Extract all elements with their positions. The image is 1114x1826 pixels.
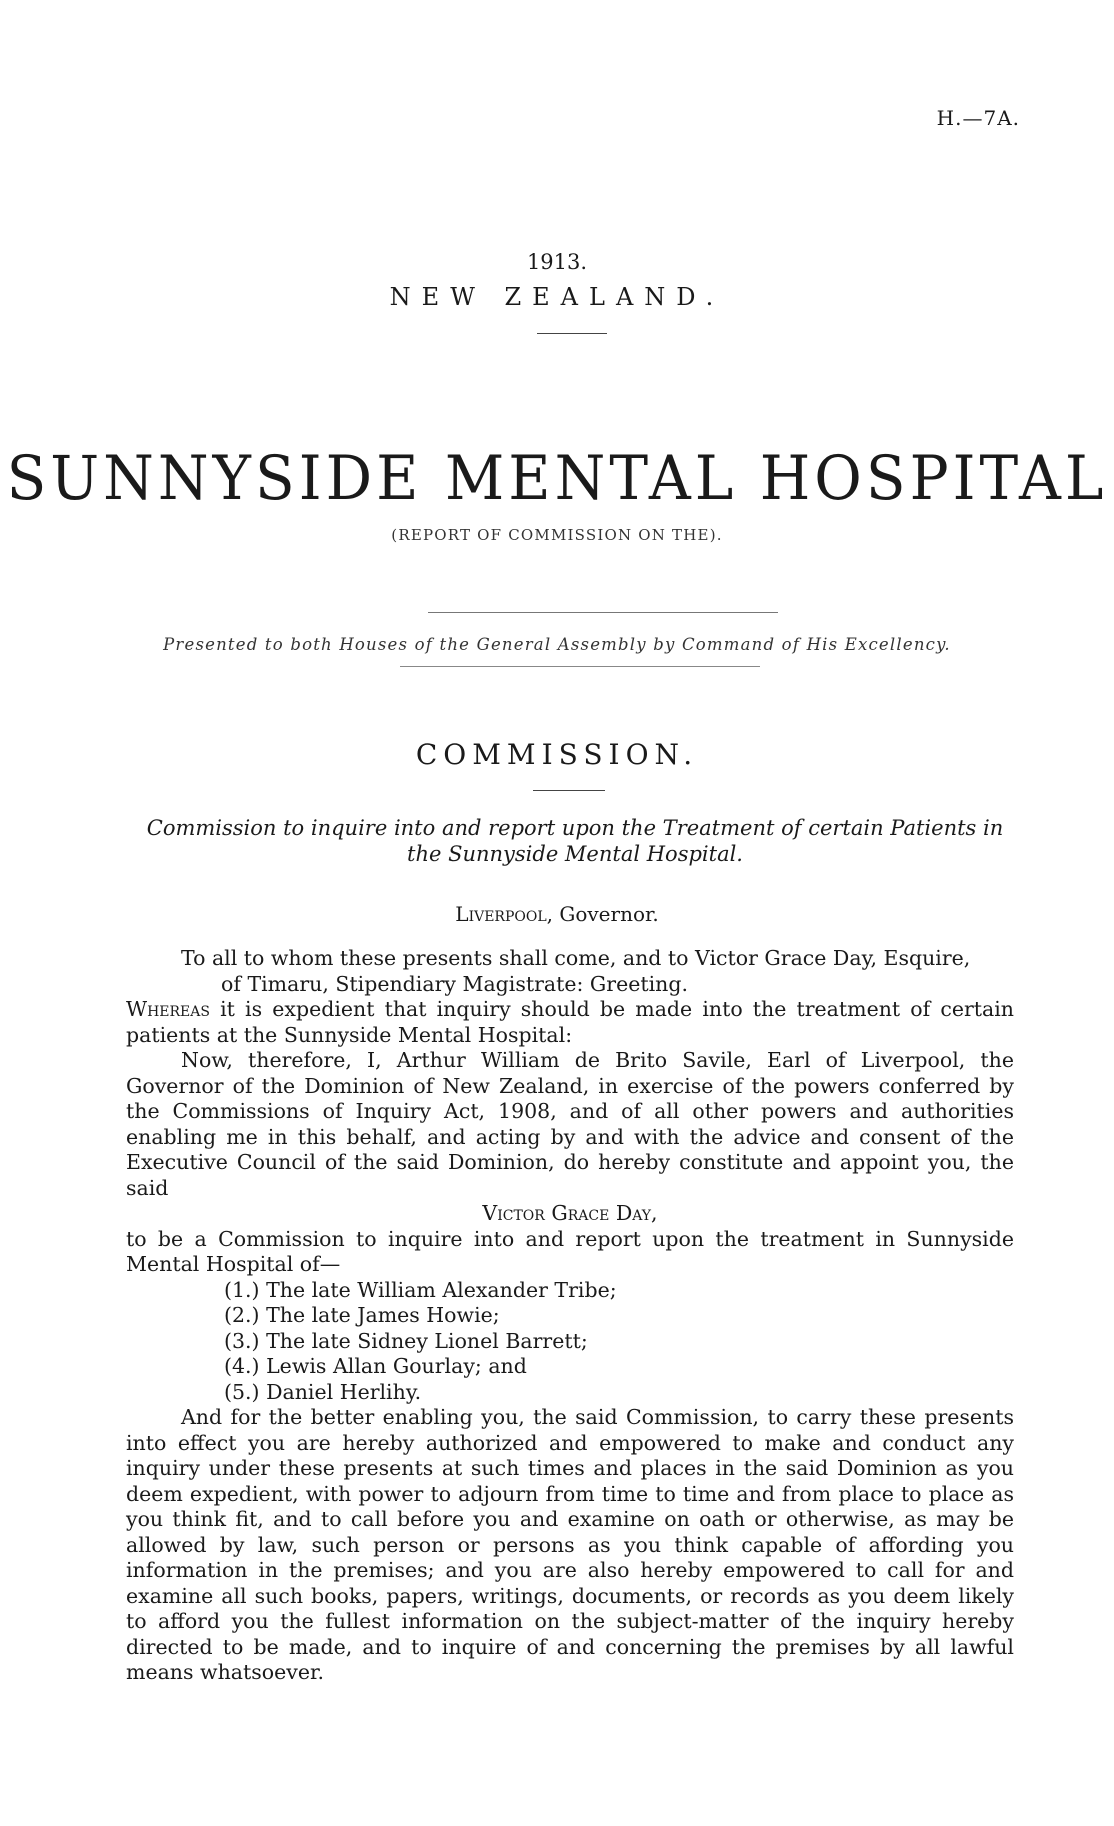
- document-subtitle: (REPORT OF COMMISSION ON THE).: [391, 526, 723, 544]
- divider-rule: [533, 790, 605, 791]
- address-line-1: To all to whom these presents shall come, and to Victor Grace Day, Esquire,: [181, 946, 971, 970]
- list-item: (5.) Daniel Herlihy.: [224, 1379, 422, 1404]
- commission-body: [126, 946, 1014, 1686]
- whereas-paragraph: [126, 997, 1014, 1048]
- commission-purpose: Commission to inquire into and report upon the Treatment of certain Patients in the Sunnyside Mental Hospital.: [146, 816, 1004, 866]
- divider-rule: [537, 333, 607, 334]
- document-title: SUNNYSIDE MENTAL HOSPITAL: [6, 442, 1108, 514]
- address-paragraph: [126, 946, 1014, 997]
- now-paragraph: Now, therefore, I, Arthur William de Brito Savile, Earl of Liverpool, the Governor of the Dominion of New Zealand, in exercise of the powers conferred by the Commissions of Inquiry Act, 1908, and of all other powers and authorities enabling me in this behalf, and acting by and with the advice and consent of the Executive Council of the said Dominion, do hereby constitute and appoint you, the said: [126, 1048, 1014, 1200]
- list-item: (3.) The late Sidney Lionel Barrett;: [224, 1328, 588, 1353]
- divider-rule: [400, 666, 760, 667]
- year: 1913.: [526, 250, 588, 274]
- address-line-2: of Timaru, Stipendiary Magistrate: Greeting.: [221, 971, 689, 996]
- governor-name: Liverpool: [455, 902, 547, 926]
- list-item: (4.) Lewis Allan Gourlay; and: [224, 1354, 527, 1378]
- patient-list: [126, 1278, 1014, 1406]
- presented-line: Presented to both Houses of the General Assembly by Command of His Excellency.: [163, 635, 951, 654]
- list-item: (2.) The late James Howie;: [224, 1303, 500, 1327]
- whereas-text: it is expedient that inquiry should be made into the treatment of certain patients at the Sunnyside Mental Hospital:: [126, 997, 1014, 1047]
- whereas-word: Whereas: [126, 997, 210, 1021]
- paper-reference: H.—7A.: [936, 106, 1020, 130]
- country: NEW ZEALAND.: [389, 283, 725, 311]
- appointment-paragraph: to be a Commission to inquire into and report upon the treatment in Sunnyside Mental Hospital of—: [126, 1226, 1014, 1276]
- powers-paragraph: And for the better enabling you, the said Commission, to carry these presents into effect you are hereby authorized and empowered to make and conduct any inquiry under these presents at such times and places in the said Dominion as you deem expedient, with power to adjourn from time to time and from place to place as you think fit, and to call before you and examine on oath or otherwise, as may be allowed by law, such person or persons as you think capable of affording you information in the premises; and you are also hereby empowered to call for and examine all such books, papers, writings, documents, or records as you deem likely to afford you the fullest information on the subject-matter of the inquiry hereby directed to be made, and to inquire of and concerning the premises by all lawful means whatsoever.: [126, 1405, 1014, 1684]
- governor-title: , Governor.: [546, 902, 659, 926]
- commissioner-name: Victor Grace Day,: [482, 1201, 658, 1225]
- section-heading: COMMISSION.: [415, 738, 699, 771]
- governor-line: [0, 902, 1114, 926]
- divider-rule: [428, 612, 778, 613]
- list-item: (1.) The late William Alexander Tribe;: [224, 1277, 617, 1302]
